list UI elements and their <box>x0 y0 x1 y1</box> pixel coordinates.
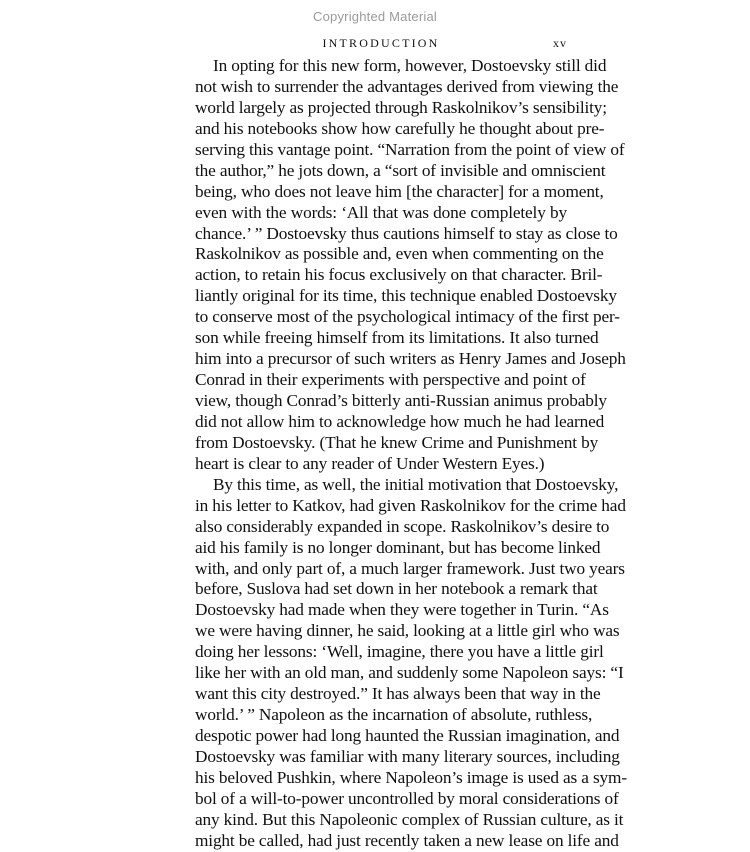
text-line: his beloved Pushkin, where Napoleon’s image is used as a sym- <box>195 767 627 787</box>
page-number: xv <box>553 36 567 50</box>
text-line: not wish to surrender the advantages derived from viewing the <box>195 76 619 96</box>
text-line: and his notebooks show how carefully he thought about pre- <box>195 118 605 138</box>
text-line: want this city destroyed.” It has always been that way in the <box>195 684 601 704</box>
text-line: even with the words: ‘All that was done completely by <box>195 202 567 222</box>
text-line: action, to retain his focus exclusively on that character. Bril- <box>195 265 603 285</box>
paragraph-1 <box>195 56 626 475</box>
text-line: heart is clear to any reader of Under Western Eyes.) <box>195 453 545 473</box>
text-line: world largely as projected through Raskolnikov’s sensibility; <box>195 97 607 117</box>
text-line: view, though Conrad’s bitterly anti-Russian animus probably <box>195 391 607 410</box>
text-line: to conserve most of the psychological intimacy of the first per- <box>195 307 620 327</box>
copyright-watermark: Copyrighted Material <box>313 9 437 24</box>
text-line: Raskolnikov as possible and, even when commenting on the <box>195 244 604 264</box>
text-line: doing her lessons: ‘Well, imagine, there you have a little girl <box>195 642 604 662</box>
text-line: despotic power had long haunted the Russian imagination, and <box>195 726 620 745</box>
text-line: liantly original for its time, this technique enabled Dostoevsky <box>195 286 617 306</box>
text-line: Dostoevsky was familiar with many literary sources, including <box>195 746 620 766</box>
text-line: chance.’ ” Dostoevsky thus cautions himself to stay as close to <box>195 223 618 243</box>
text-line: Dostoevsky had made when they were together in Turin. “As <box>195 600 609 620</box>
text-line: bol of a will-to-power uncontrolled by moral considerations of <box>195 788 619 808</box>
text-line: might be called, had just recently taken a new lease on life and <box>195 830 619 850</box>
text-line: in his letter to Katkov, had given Raskolnikov for the crime had <box>195 495 626 515</box>
text-line: the author,” he jots down, a “sort of invisible and omniscient <box>195 160 606 180</box>
text-line: serving this vantage point. “Narration from the point of view of <box>195 139 625 159</box>
paragraph-2 <box>195 474 627 852</box>
text-line: any kind. But this Napoleonic complex of Russian culture, as it <box>195 809 624 829</box>
text-line: world.’ ” Napoleon as the incarnation of absolute, ruthless, <box>195 705 593 725</box>
text-line: aid his family is no longer dominant, but has become linked <box>195 537 601 557</box>
text-line: before, Suslova had set down in her notebook a remark that <box>195 579 598 599</box>
running-header <box>195 36 567 52</box>
text-line: from Dostoevsky. (That he knew Crime and Punishment by <box>195 432 599 452</box>
body-text <box>195 56 627 852</box>
text-line: did not allow him to acknowledge how much he had learned <box>195 411 605 431</box>
text-line: son while freeing himself from its limitations. It also turned <box>195 328 599 348</box>
text-line: we were having dinner, he said, looking at a little girl who was <box>195 621 620 641</box>
text-line: By this time, as well, the initial motivation that Dostoevsky, <box>213 474 619 494</box>
text-line: In opting for this new form, however, Dostoevsky still did <box>213 56 607 75</box>
chapter-title: INTRODUCTION <box>322 36 440 50</box>
text-line: like her with an old man, and suddenly some Napoleon says: “I <box>195 663 624 683</box>
text-line: also considerably expanded in scope. Raskolnikov’s desire to <box>195 516 610 536</box>
text-line: him into a precursor of such writers as Henry James and Joseph <box>195 349 626 369</box>
text-line: with, and only part of, a much larger framework. Just two years <box>195 558 625 578</box>
text-line: Conrad in their experiments with perspective and point of <box>195 370 586 390</box>
text-line: being, who does not leave him [the character] for a moment, <box>195 181 604 201</box>
